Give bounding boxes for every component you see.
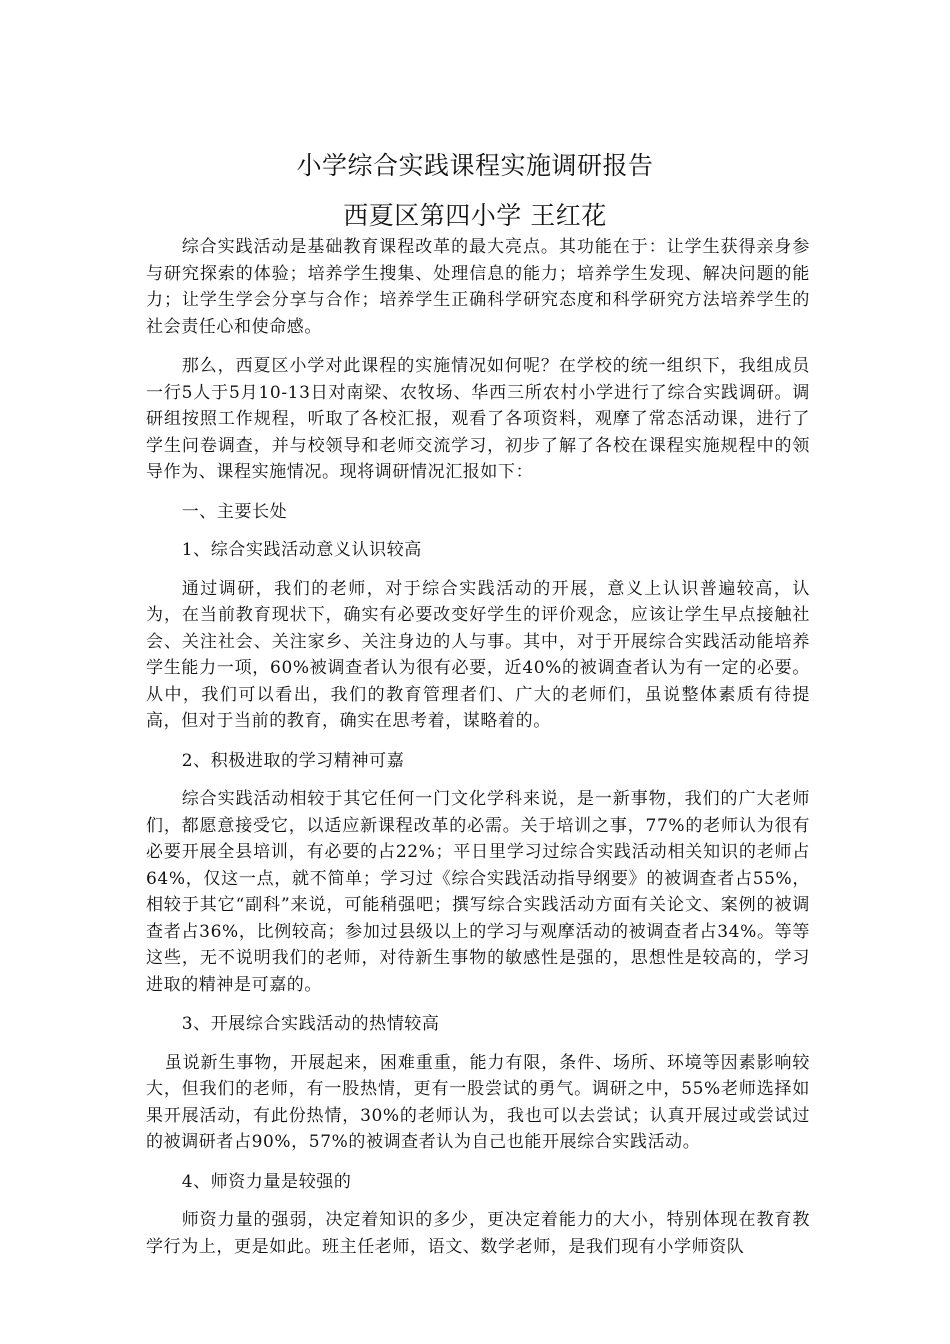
subheading-1: 1、综合实践活动意义认识较高 [181,540,422,560]
document-title: 小学综合实践课程实施调研报告 [296,151,654,180]
subheading-2: 2、积极进取的学习精神可嘉 [181,750,405,771]
subheading-4: 4、师资力量是较强的 [181,1171,352,1192]
section-heading-strengths: 一、主要长处 [181,501,288,522]
author-line: 西夏区第四小学 王红花 [343,201,607,230]
document-body [146,234,810,1273]
paragraph-4: 师资力量的强弱，决定着知识的多少，更决定着能力的大小，特别体现在教育教学行为上，更是如此。班主任老师，语文、数学老师，是我们现有小学师资队 [146,1210,810,1257]
subheading-3: 3、开展综合实践活动的热情较高 [181,1014,440,1034]
paragraph-2: 综合实践活动相较于其它任何一门文化学科来说，是一新事物，我们的广大老师们，都愿意接受它，以适应新课程改革的必需。关于培训之事，77%的老师认为很有必要开展全县培训，有必要的占22%；平日里学习过综合实践活动相关知识的老师占64%，仅这一点，就不简单；学习过《综合实践活动指导纲要》的被调查者占55%，相较于其它“副科”来说，可能稍强吧；撰写综合实践活动方面有关论文、案例的被调查者占36%，比例较高；参加过县级以上的学习与观摩活动的被调查者占34%。等等这些，无不说明我们的老师，对待新生事物的敏感性是强的，思想性是较高的，学习进取的精神是可嘉的。 [146,789,810,995]
paragraph-1: 通过调研，我们的老师，对于综合实践活动的开展，意义上认识普遍较高，认为，在当前教育现状下，确实有必要改变好学生的评价观念，应该让学生早点接触社会、关注社会、关注家乡、关注身边的人与事。其中，对于开展综合实践活动能培养学生能力一项，60%被调查者认为很有必要，近40%的被调查者认为有一定的必要。从中，我们可以看出，我们的教育管理者们、广大的老师们，虽说整体素质有待提高，但对于当前的教育，确实在思考着，谋略着的。 [146,578,810,731]
paragraph-background: 那么，西夏区小学对此课程的实施情况如何呢？在学校的统一组织下，我组成员一行5人于5月10-13日对南梁、农牧场、华西三所农村小学进行了综合实践调研。调研组按照工作规程，听取了各校汇报，观看了各项资料，观摩了常态活动课，进行了学生问卷调查，并与校领导和老师交流学习，初步了解了各校在课程实施规程中的领导作为、课程实施情况。现将调研情况汇报如下： [146,356,810,482]
paragraph-intro: 综合实践活动是基础教育课程改革的最大亮点。其功能在于：让学生获得亲身参与研究探索的体验；培养学生搜集、处理信息的能力；培养学生发现、解决问题的能力；让学生学会分享与合作；培养学生正确科学研究态度和科学研究方法培养学生的社会责任心和使命感。 [146,237,810,337]
paragraph-3: 虽说新生事物，开展起来，困难重重，能力有限，条件、场所、环境等因素影响较大，但我们的老师，有一股热情，更有一股尝试的勇气。调研之中，55%老师选择如果开展活动，有此份热情，30%的老师认为，我也可以去尝试；认真开展过或尝试过的被调研者占90%，57%的被调查者认为自己也能开展综合实践活动。 [146,1052,810,1152]
